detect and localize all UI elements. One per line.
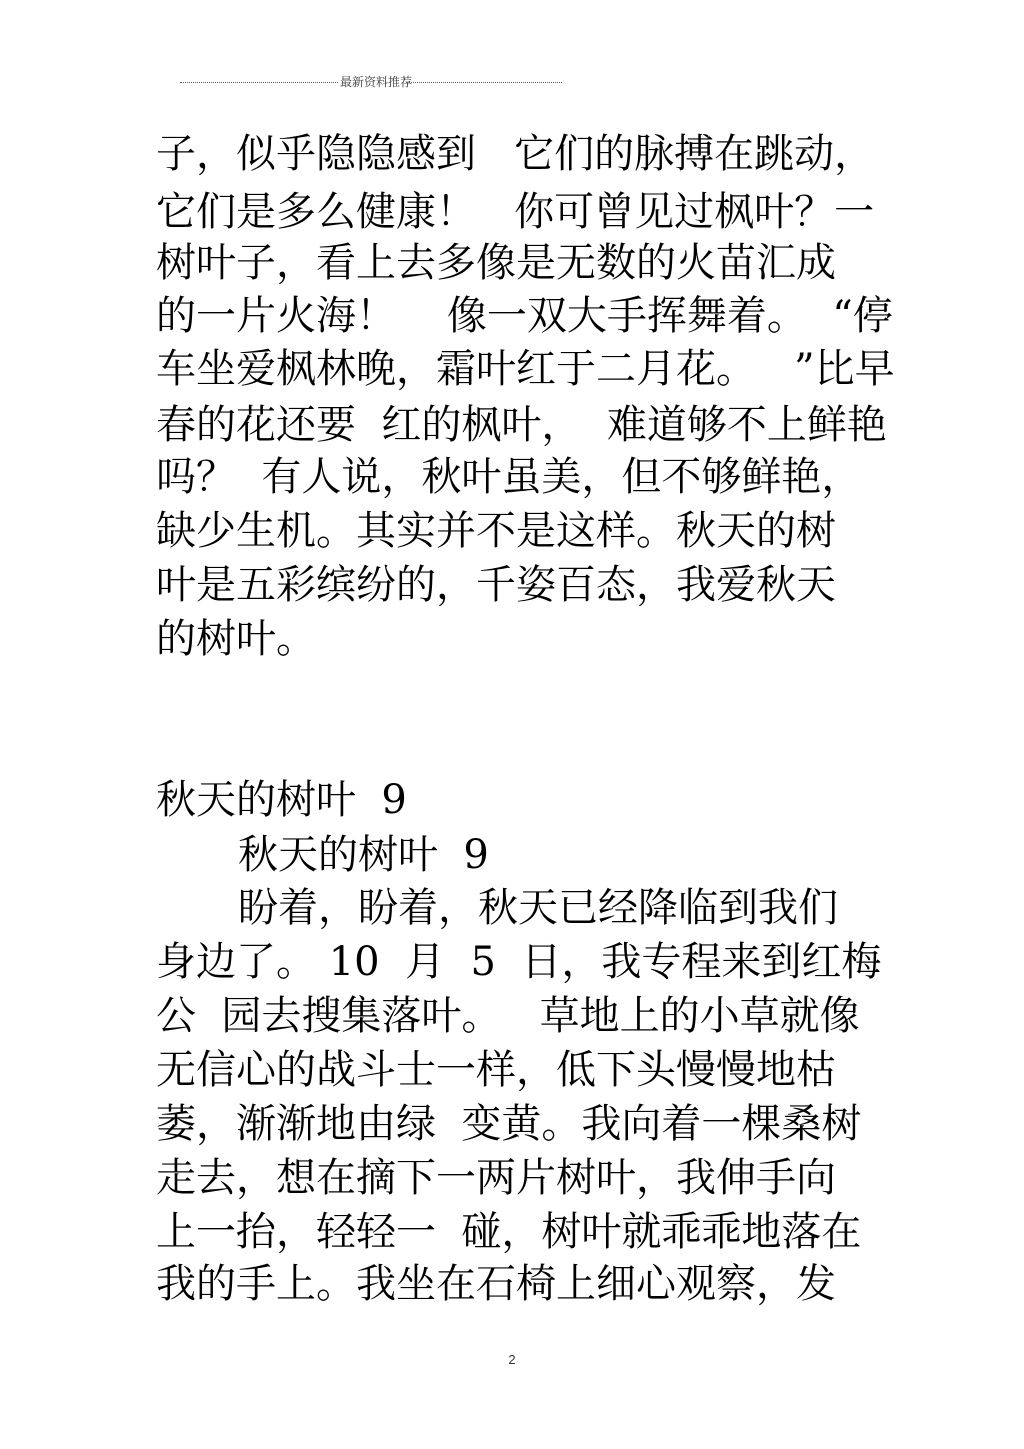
body-line: 吗？ 有人说，秋叶虽美，但不够鲜艳， [156,454,862,500]
body-line: 的树叶。 [156,616,316,662]
body-line: 身边了。 10 月 5 日，我专程来到红梅 [156,939,882,985]
body-line: 树叶子，看上去多像是无数的火苗汇成 [156,240,836,286]
header-title: 最新资料推荐 [340,75,413,89]
page-number: 2 [508,1352,516,1367]
body-line: 我的手上。我坐在石椅上细心观察，发 [156,1261,836,1307]
body-line: 盼着，盼着，秋天已经降临到我们 [238,885,838,931]
body-line: 的一片火海！ 像一双大手挥舞着。 “停 [156,293,893,339]
body-line: 上一抬，轻轻一 碰，树叶就乖乖地落在 [156,1209,862,1255]
section-subtitle: 秋天的树叶 9 [238,832,489,878]
body-line: 它们是多么健康！ 你可曾见过枫叶？一 [156,189,875,235]
body-line: 春的花还要 红的枫叶， 难道够不上鲜艳 [156,402,887,448]
body-line: 车坐爱枫林晚，霜叶红于二月花。 ”比早 [156,346,895,392]
body-line: 叶是五彩缤纷的，千姿百态，我爱秋天 [156,562,836,608]
body-line: 萎，渐渐地由绿 变黄。我向着一棵桑树 [156,1101,862,1147]
header-rule-left [180,82,338,83]
body-line: 缺少生机。其实并不是这样。秋天的树 [156,508,836,554]
body-line: 走去，想在摘下一两片树叶，我伸手向 [156,1155,836,1201]
body-line: 公 园去搜集落叶。 草地上的小草就像 [156,993,860,1039]
page-header [180,72,562,92]
body-line: 无信心的战斗士一样，低下头慢慢地枯 [156,1047,836,1093]
header-rule-right [406,82,562,83]
body-line: 子，似乎隐隐感到 它们的脉搏在跳动， [156,131,875,177]
section-title: 秋天的树叶 9 [156,777,407,823]
